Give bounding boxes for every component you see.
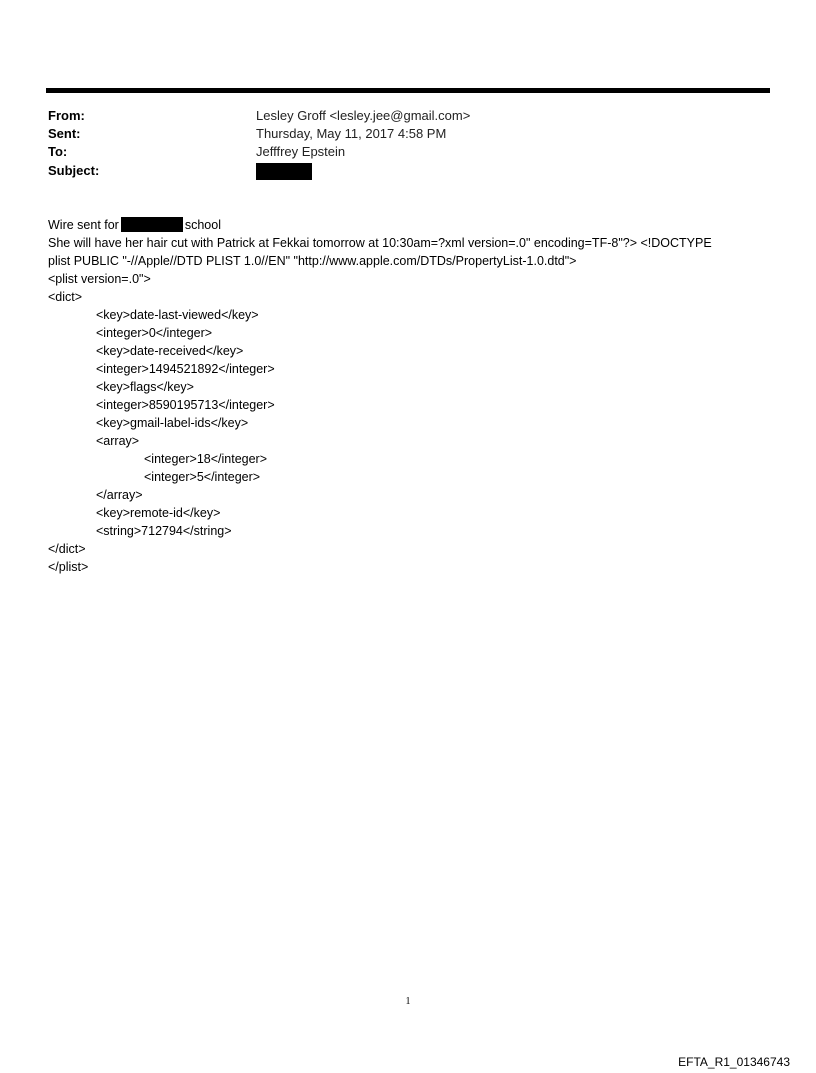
subject-value [256, 162, 312, 180]
body-line: <plist version=.0"> [48, 272, 151, 286]
page-number: 1 [405, 996, 411, 1007]
body-line: </dict> [48, 542, 86, 556]
from-value: Lesley Groff <lesley.jee@gmail.com> [256, 108, 471, 123]
body-line: <integer>5</integer> [144, 470, 261, 484]
sent-value: Thursday, May 11, 2017 4:58 PM [256, 126, 447, 141]
subject-label: Subject: [48, 163, 100, 178]
body-line: </array> [96, 488, 143, 502]
from-label: From: [48, 108, 85, 123]
body-line: <key>gmail-label-ids</key> [96, 416, 249, 430]
body-line: <key>flags</key> [96, 380, 194, 394]
to-value: Jefffrey Epstein [256, 144, 346, 159]
body-line: <dict> [48, 290, 83, 304]
wire-redaction [121, 217, 183, 232]
body-line: <integer>1494521892</integer> [96, 362, 275, 376]
body-line: <key>remote-id</key> [96, 506, 221, 520]
body-line: <string>712794</string> [96, 524, 232, 538]
body-line: <integer>18</integer> [144, 452, 268, 466]
to-label: To: [48, 144, 68, 159]
body-line: <key>date-received</key> [96, 344, 244, 358]
email-body [48, 216, 772, 576]
body-line: plist PUBLIC "-//Apple//DTD PLIST 1.0//EN" "http://www.apple.com/DTDs/PropertyList-1.0.dtd"> [48, 254, 577, 268]
body-line: </plist> [48, 560, 89, 574]
sent-label: Sent: [48, 126, 81, 141]
wire-prefix: Wire sent for [48, 218, 119, 232]
body-line: <key>date-last-viewed</key> [96, 308, 259, 322]
header-rule [46, 88, 770, 93]
body-line: <integer>0</integer> [96, 326, 213, 340]
body-line: <array> [96, 434, 140, 448]
subject-redaction [256, 163, 312, 180]
bates-number: EFTA_R1_01346743 [678, 1055, 790, 1069]
wire-line [48, 216, 772, 234]
wire-suffix: school [184, 218, 221, 232]
body-line: <integer>8590195713</integer> [96, 398, 275, 412]
body-line: She will have her hair cut with Patrick at Fekkai tomorrow at 10:30am=?xml version=.0" encoding=TF-8"?> <!DOCTYPE [48, 236, 712, 250]
